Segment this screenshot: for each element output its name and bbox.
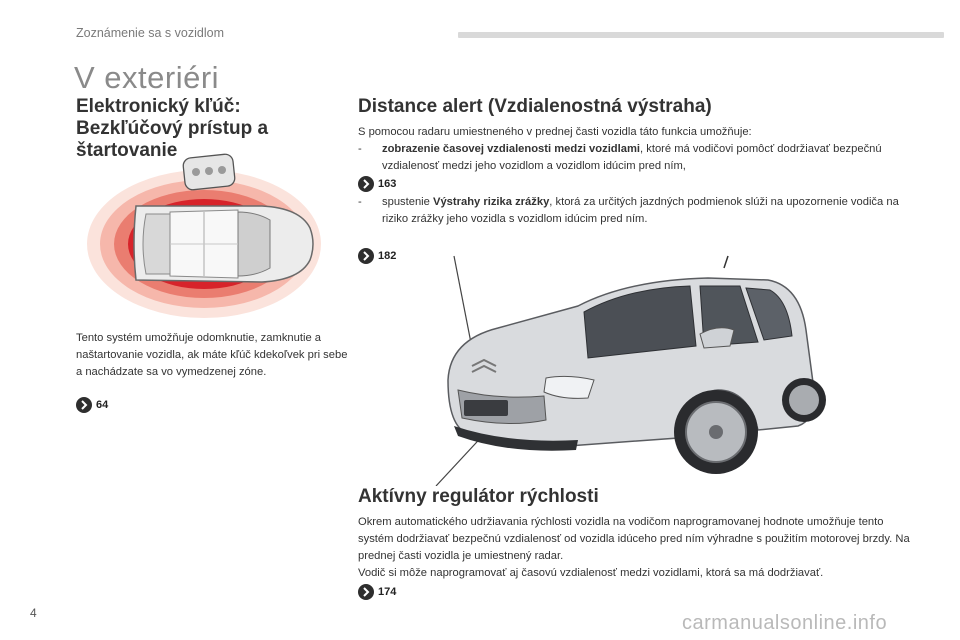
detection-zone-illustration bbox=[86, 148, 332, 320]
bullet-1-rest: , ktoré má vodičovi pomôcť dodržiavať bezpečnú vzdialenosť medzi jeho vozidlom a vozidlom idúcim pred ním, bbox=[382, 143, 882, 172]
chevron-right-icon bbox=[358, 248, 374, 264]
page-title: V exteriéri bbox=[74, 60, 220, 95]
key-fob-icon bbox=[182, 153, 235, 190]
chevron-right-icon bbox=[76, 397, 92, 413]
keyless-heading: Elektronický kľúč: Bezkľúčový prístup a štartovanie bbox=[76, 96, 269, 161]
bullet-dash: - bbox=[358, 143, 362, 155]
car-top-view bbox=[134, 206, 313, 282]
chevron-right-icon bbox=[358, 176, 374, 192]
header-bar bbox=[458, 32, 944, 38]
cruise-line-2: Vodič si môže naprogramovať aj časovú vzdialenosť medzi vozidlami, ktorá sa má dodržiavať. bbox=[358, 567, 824, 579]
page-number: 4 bbox=[30, 606, 37, 620]
cruise-heading: Aktívny regulátor rýchlosti bbox=[358, 486, 599, 507]
car-illustration bbox=[428, 250, 828, 486]
ref-link-182[interactable] bbox=[358, 248, 396, 264]
bullet-2-bold: Výstrahy rizika zrážky bbox=[433, 196, 550, 208]
section-header: Zoznámenie sa s vozidlom bbox=[76, 26, 224, 40]
bullet-2-text bbox=[382, 194, 904, 228]
watermark: carmanualsonline.info bbox=[682, 612, 888, 634]
keyless-text: Tento systém umožňuje odomknutie, zamknutie a naštartovanie vozidla, ak máte kľúč kdekoľvek pri sebe a nachádzate sa vo vymedzenej zóne. bbox=[76, 332, 348, 378]
ref-number: 163 bbox=[378, 178, 397, 190]
bullet-1-text bbox=[382, 141, 904, 175]
ref-number: 182 bbox=[378, 250, 397, 262]
chevron-right-icon bbox=[358, 584, 374, 600]
ref-number: 174 bbox=[378, 586, 397, 598]
ref-link-163[interactable] bbox=[358, 176, 396, 192]
distance-alert-heading: Distance alert (Vzdialenostná výstraha) bbox=[358, 96, 712, 117]
distance-alert-intro: S pomocou radaru umiestneného v prednej časti vozidla táto funkcia umožňuje: bbox=[358, 126, 752, 138]
bullet-dash: - bbox=[358, 196, 362, 208]
bullet-1-bold: zobrazenie časovej vzdialenosti medzi vozidlami bbox=[382, 143, 641, 155]
bullet-2-rest: , ktorá za určitých jazdných podmienok slúži na upozornenie vodiča na riziko zrážky jeho vozidla s vozidlom idúcim pred ním. bbox=[382, 196, 899, 225]
ref-link-64[interactable] bbox=[76, 397, 108, 413]
ref-link-174[interactable] bbox=[358, 584, 396, 600]
cruise-line-1: Okrem automatického udržiavania rýchlosti vozidla na vodičom naprogramovanej hodnote umožňuje tento systém dodržiavať bezpečnú vzdialenosť od vozidla idúceho pred ním výhradne s použitím motorovej brzdy. Na prednej časti vozidla je umiestnený radar. bbox=[358, 516, 910, 562]
ref-number: 64 bbox=[96, 399, 109, 411]
bullet-2-pre: spustenie bbox=[382, 196, 433, 208]
cruise-text bbox=[358, 514, 918, 582]
